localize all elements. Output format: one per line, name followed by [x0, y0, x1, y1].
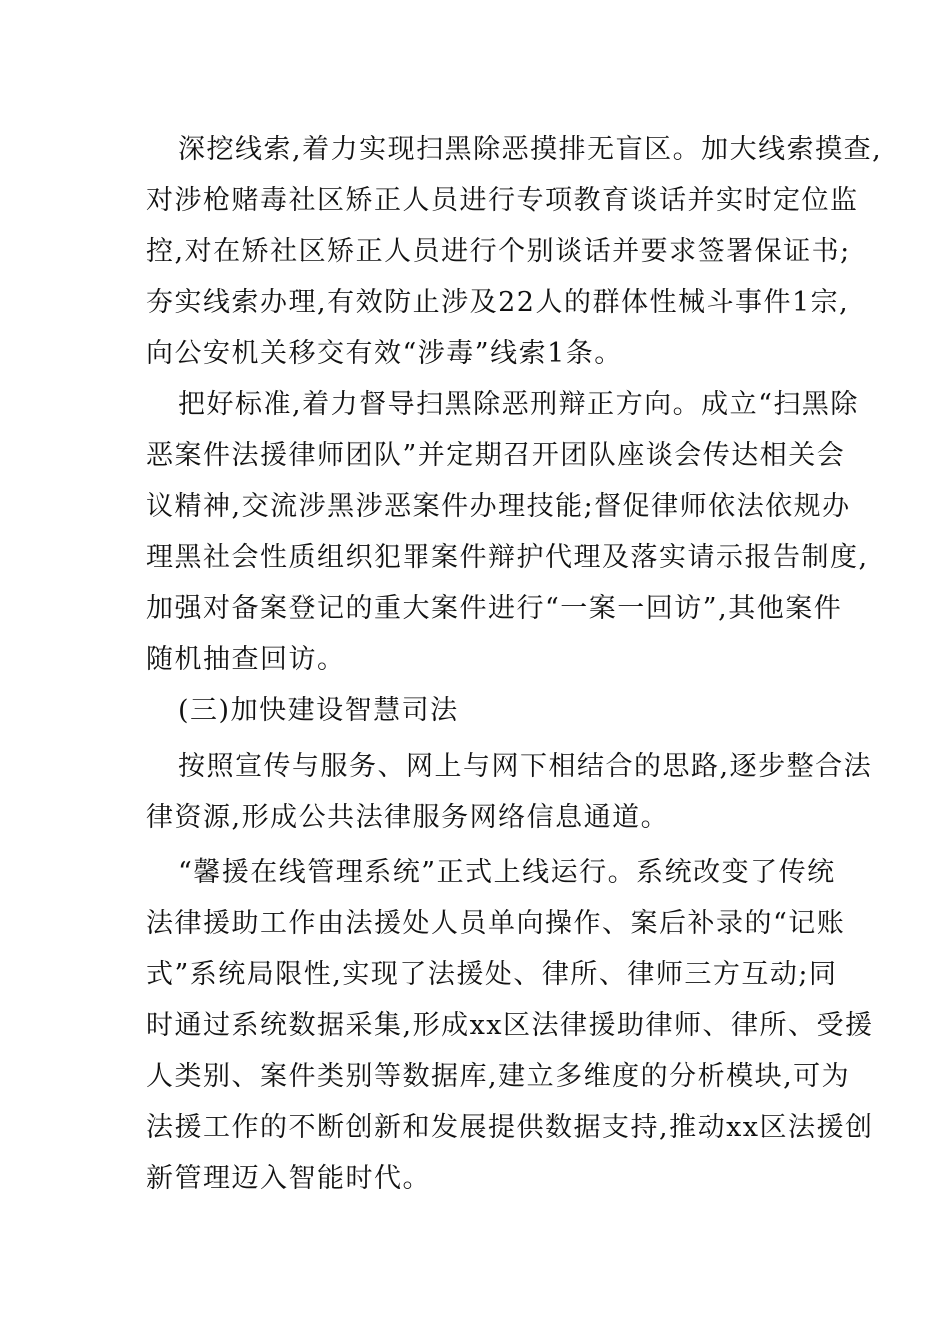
para-3-line-1: 按照宣传与服务、网上与网下相结合的思路,逐步整合法: [178, 751, 873, 782]
para-1-line-5: 向公安机关移交有效“涉毒”线索1条。: [146, 338, 623, 369]
para-1-line-2: 对涉枪赌毒社区矫正人员进行专项教育谈话并实时定位监: [146, 185, 859, 216]
para-4-line-7: 新管理迈入智能时代。: [146, 1163, 431, 1194]
para-4-line-5: 人类别、案件类别等数据库,建立多维度的分析模块,可为: [146, 1061, 851, 1092]
para-4-line-3: 式”系统局限性,实现了法援处、律所、律师三方互动;同: [146, 959, 838, 990]
para-2-line-3: 议精神,交流涉黑涉恶案件办理技能;督促律师依法依规办: [146, 491, 851, 522]
para-2-line-6: 随机抽查回访。: [146, 644, 346, 675]
para-2-line-1: 把好标准,着力督导扫黑除恶刑辩正方向。成立“扫黑除: [178, 389, 859, 420]
para-1-line-1: 深挖线索,着力实现扫黑除恶摸排无盲区。加大线索摸查,: [178, 134, 883, 165]
para-2-line-2: 恶案件法援律师团队”并定期召开团队座谈会传达相关会: [146, 440, 846, 471]
para-1-line-4: 夯实线索办理,有效防止涉及22人的群体性械斗事件1宗,: [146, 287, 850, 318]
para-4-line-1: “馨援在线管理系统”正式上线运行。系统改变了传统: [178, 857, 836, 888]
para-1-line-3: 控,对在矫社区矫正人员进行个别谈话并要求签署保证书;: [146, 236, 851, 267]
section-heading: (三)加快建设智慧司法: [178, 695, 459, 726]
para-4-line-6: 法援工作的不断创新和发展提供数据支持,推动xx区法援创: [146, 1112, 874, 1143]
para-2-line-4: 理黑社会性质组织犯罪案件辩护代理及落实请示报告制度,: [146, 542, 869, 573]
para-4-line-4: 时通过系统数据采集,形成xx区法律援助律师、律所、受援: [146, 1010, 874, 1041]
para-3-line-2: 律资源,形成公共法律服务网络信息通道。: [146, 802, 670, 833]
para-4-line-2: 法律援助工作由法援处人员单向操作、案后补录的“记账: [146, 908, 846, 939]
para-2-line-5: 加强对备案登记的重大案件进行“一案一回访”,其他案件: [146, 593, 843, 624]
